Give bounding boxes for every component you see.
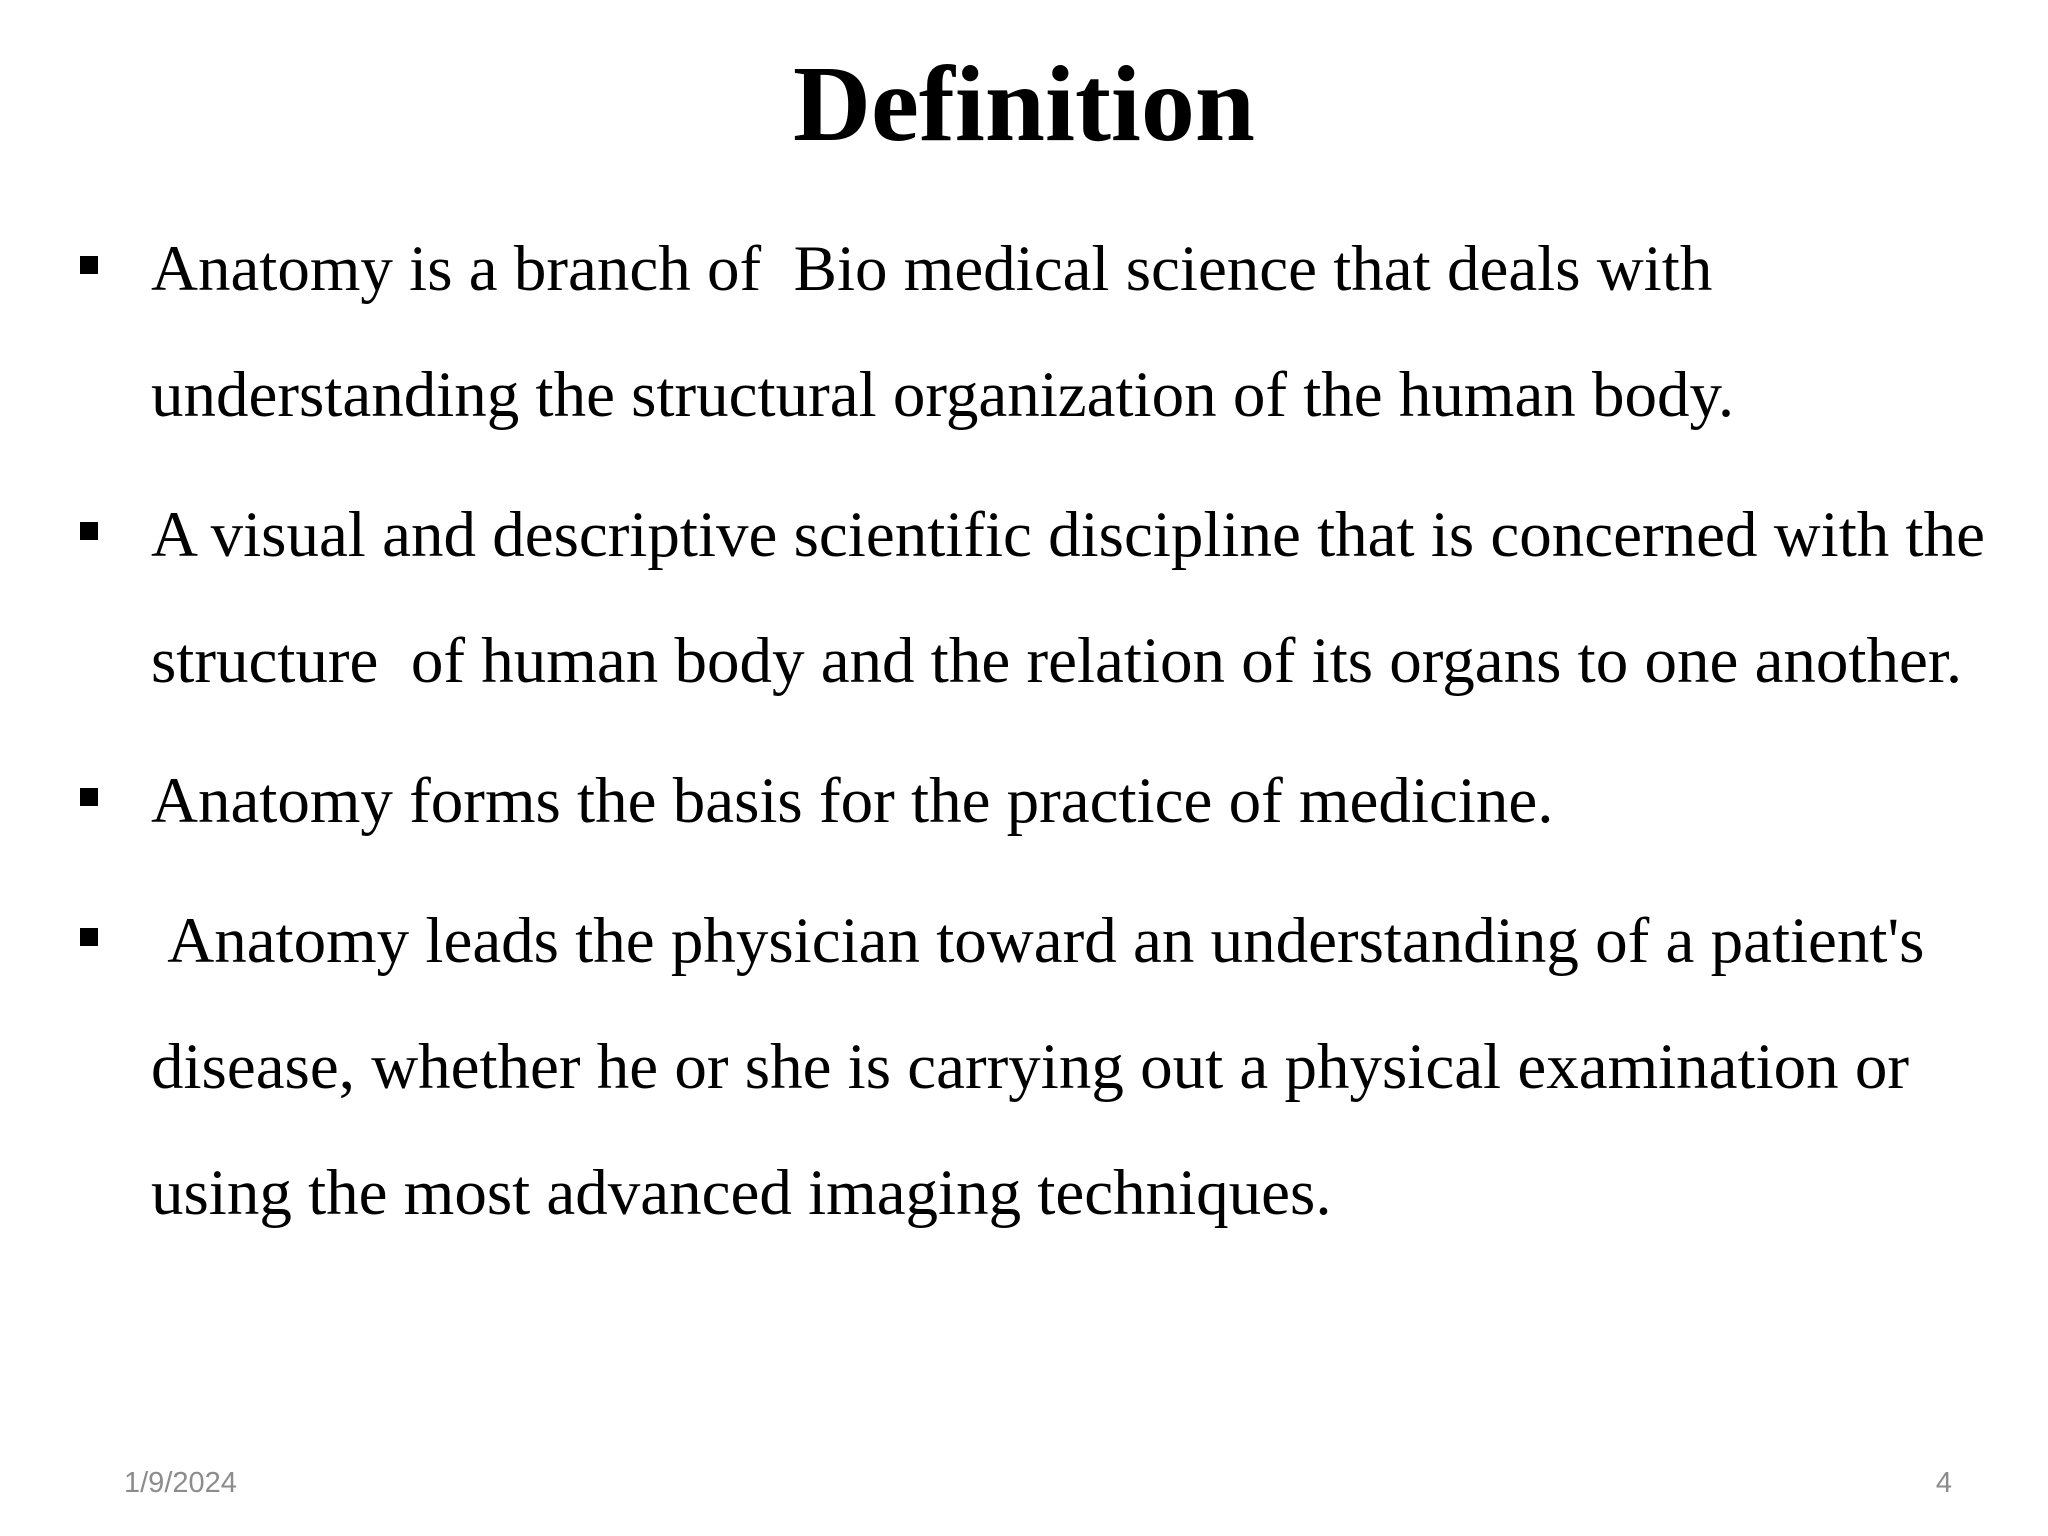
- bullet-item: [0, 206, 2048, 458]
- slide-number: 4: [1935, 1467, 1952, 1499]
- square-bullet-icon: [80, 928, 98, 946]
- bullet-text: A visual and descriptive scientific discipline that is concerned with the structure of human body and the relation of its organs to one another.: [151, 499, 2002, 697]
- bullet-text: Anatomy leads the physician toward an understanding of a patient's disease, whether he or she is carrying out a physical examination or using the most advanced imaging techniques.: [151, 905, 1941, 1229]
- bullet-item: [0, 472, 2048, 724]
- bullet-list: [0, 206, 2048, 1270]
- bullet-text: Anatomy forms the basis for the practice of medicine.: [151, 765, 1554, 837]
- square-bullet-icon: [80, 256, 98, 274]
- square-bullet-icon: [80, 522, 98, 540]
- footer-date: 1/9/2024: [124, 1467, 237, 1499]
- bullet-text: Anatomy is a branch of Bio medical science that deals with understanding the structural organization of the human body.: [151, 233, 1735, 431]
- bullet-item: [0, 878, 2048, 1256]
- slide-title: Definition: [792, 45, 1255, 164]
- bullet-item: [0, 738, 2048, 864]
- square-bullet-icon: [80, 788, 98, 806]
